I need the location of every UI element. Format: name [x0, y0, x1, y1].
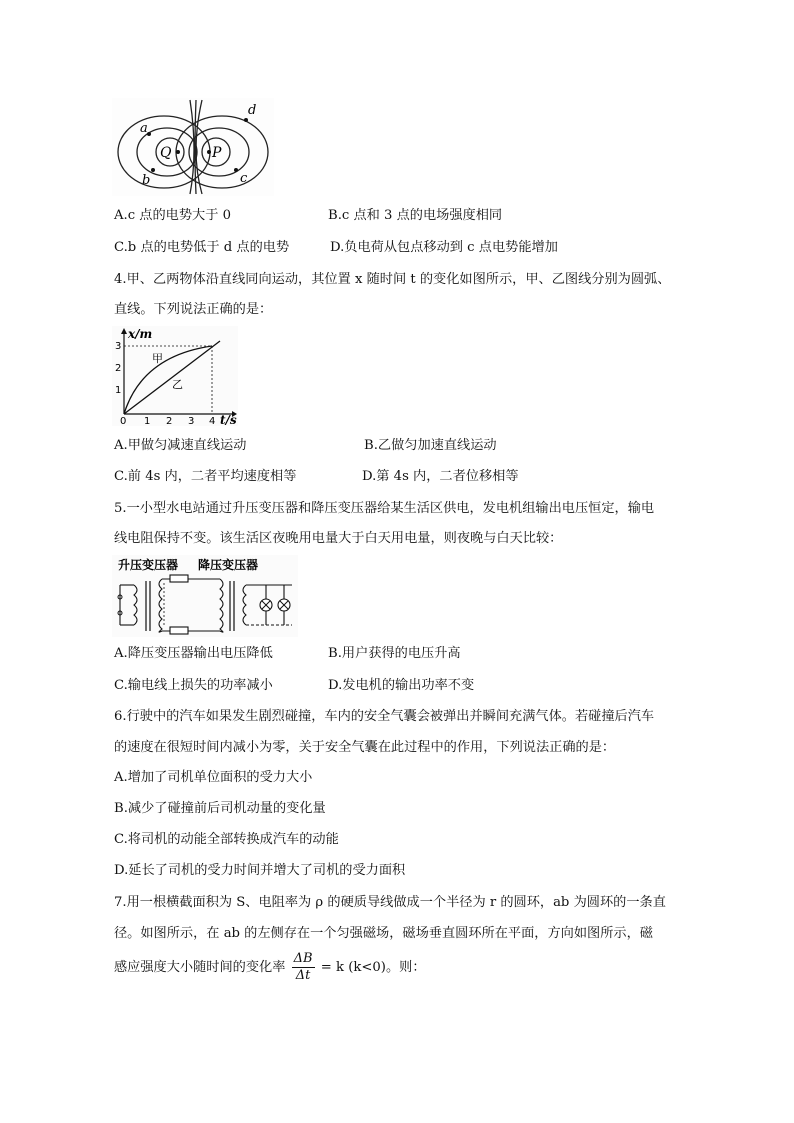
label-yi: 乙 [172, 378, 183, 391]
label-Q: Q [160, 145, 172, 161]
rate-fraction [292, 951, 315, 984]
q7-stem-line3-suffix: = k (k<0)。则： [320, 960, 426, 975]
xt-graph-svg [112, 326, 238, 426]
xtick-0: 0 [120, 416, 127, 426]
q4-option-a[interactable]: A.甲做匀减速直线运动 [114, 438, 247, 453]
q4-option-c[interactable]: C.前 4s 内，二者平均速度相等 [114, 469, 297, 484]
q5-option-b[interactable]: B.用户获得的电压升高 [328, 646, 461, 661]
q3-field-figure [112, 98, 274, 196]
q7-stem-line2: 径。如图所示，在 ab 的左侧存在一个匀强磁场，磁场垂直圆环所在平面，方向如图所示，磁 [114, 926, 653, 941]
label-jia: 甲 [152, 352, 163, 365]
label-d: d [248, 103, 257, 118]
q6-option-a[interactable]: A.增加了司机单位面积的受力大小 [114, 770, 313, 785]
q5-stem-line2: 线电阻保持不变。该生活区夜晚用电量大于白天用电量，则夜晚与白天比较： [114, 531, 563, 546]
q4-stem-line2: 直线。下列说法正确的是： [114, 302, 273, 317]
q6-stem-line2: 的速度在很短时间内减小为零，关于安全气囊在此过程中的作用，下列说法正确的是： [114, 740, 616, 755]
xtick-4: 4 [209, 416, 216, 426]
q6-option-c[interactable]: C.将司机的动能全部转换成汽车的动能 [114, 832, 339, 847]
field-lines-diagram [112, 98, 274, 196]
q7-stem-line3-prefix: 感应强度大小随时间的变化率 [114, 960, 286, 975]
q4-option-d[interactable]: D.第 4s 内，二者位移相等 [362, 469, 519, 484]
label-step-down: 降压变压器 [198, 558, 259, 572]
x-axis-label: t/s [220, 413, 237, 426]
label-a: a [140, 121, 148, 136]
label-c: c [240, 171, 248, 186]
y-axis-label: x/m [128, 327, 153, 341]
q3-option-a[interactable]: A.c 点的电势大于 0 [114, 208, 231, 223]
q4-xt-graph [112, 326, 238, 426]
label-step-up: 升压变压器 [118, 558, 179, 572]
q5-option-c[interactable]: C.输电线上损失的功率减小 [114, 678, 273, 693]
q3-option-d[interactable]: D.负电荷从包点移动到 c 点电势能增加 [330, 240, 558, 255]
ytick-2: 2 [115, 363, 122, 374]
q5-option-d[interactable]: D.发电机的输出功率不变 [328, 678, 475, 693]
xtick-2: 2 [166, 416, 173, 426]
xtick-1: 1 [144, 416, 151, 426]
q6-stem-line1: 6.行驶中的汽车如果发生剧烈碰撞，车内的安全气囊会被弹出并瞬间充满气体。若碰撞后汽车 [114, 709, 655, 724]
transformer-circuit-svg [112, 555, 298, 637]
q5-option-a[interactable]: A.降压变压器输出电压降低 [114, 646, 273, 661]
q3-option-b[interactable]: B.c 点和 3 点的电场强度相同 [328, 208, 503, 223]
q7-stem-line3 [114, 950, 426, 986]
q3-option-c[interactable]: C.b 点的电势低于 d 点的电势 [114, 240, 290, 255]
q5-stem-line1: 5.一小型水电站通过升压变压器和降压变压器给某生活区供电，发电机组输出电压恒定，输电 [114, 501, 655, 516]
fraction-numerator: ΔB [293, 951, 313, 966]
q4-option-b[interactable]: B.乙做匀加速直线运动 [364, 438, 497, 453]
q6-option-d[interactable]: D.延长了司机的受力时间并增大了司机的受力面积 [114, 863, 406, 878]
ytick-3: 3 [115, 341, 122, 352]
q7-stem-line1: 7.用一根横截面积为 S、电阻率为 ρ 的硬质导线做成一个半径为 r 的圆环，ab 为圆环的一条直 [114, 895, 666, 910]
q5-transformer-circuit [112, 555, 298, 637]
fraction-denominator: Δt [295, 968, 311, 983]
q6-option-b[interactable]: B.减少了碰撞前后司机动量的变化量 [114, 801, 326, 816]
ytick-1: 1 [115, 385, 122, 396]
q4-stem-line1: 4.甲、乙两物体沿直线同向运动，其位置 x 随时间 t 的变化如图所示，甲、乙图线分别为圆弧、 [114, 272, 671, 287]
label-b: b [142, 173, 151, 188]
xtick-3: 3 [188, 416, 195, 426]
label-P: P [212, 145, 222, 161]
